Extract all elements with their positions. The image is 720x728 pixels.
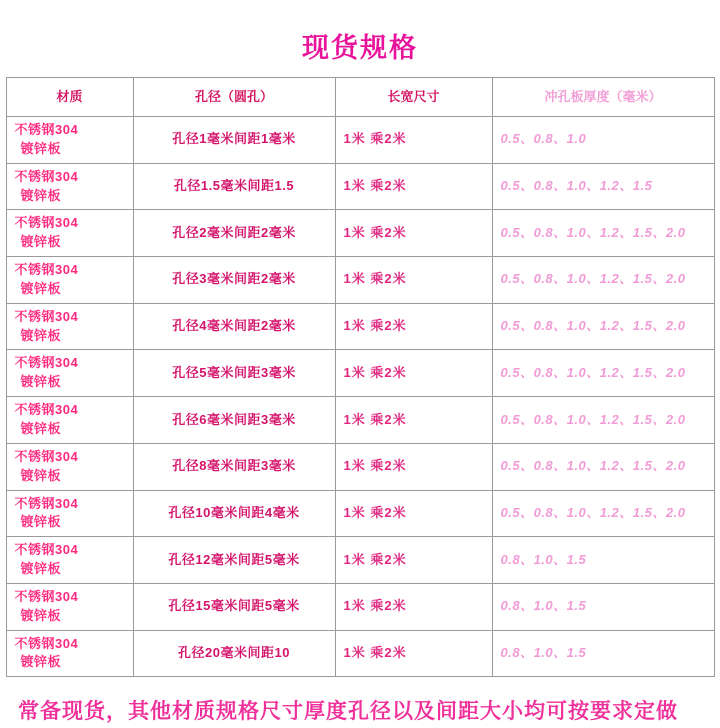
cell-sheet-size: 1米 乘2米 [335,583,492,630]
material-line-1: 不锈钢304 [14,355,79,371]
cell-sheet-size: 1米 乘2米 [335,397,492,444]
cell-thickness: 0.5、0.8、1.0、1.2、1.5、2.0 [492,397,714,444]
cell-thickness: 0.8、1.0、1.5 [492,583,714,630]
table-body [6,117,714,677]
table-row [6,117,714,164]
column-header-sheet-size: 长宽尺寸 [335,78,492,117]
material-line-2: 镀锌板 [20,234,62,250]
footer-note: 常备现货，其他材质规格尺寸厚度孔径以及间距大小均可按要求定做 [18,699,678,724]
material-line-2: 镀锌板 [20,280,62,296]
material-line-1: 不锈钢304 [14,542,79,558]
material-line-2: 镀锌板 [20,187,62,203]
column-header-hole-diameter: 孔径（圆孔） [133,78,335,117]
table-row [6,443,714,490]
table-row [6,163,714,210]
cell-thickness: 0.5、0.8、1.0、1.2、1.5、2.0 [492,443,714,490]
cell-sheet-size: 1米 乘2米 [335,537,492,584]
cell-thickness: 0.5、0.8、1.0、1.2、1.5、2.0 [492,350,714,397]
material-line-2: 镀锌板 [20,327,62,343]
cell-material [6,397,133,444]
cell-thickness: 0.8、1.0、1.5 [492,537,714,584]
cell-hole-diameter: 孔径2毫米间距2毫米 [133,210,335,257]
cell-material [6,163,133,210]
cell-sheet-size: 1米 乘2米 [335,303,492,350]
table-row [6,210,714,257]
cell-hole-diameter: 孔径10毫米间距4毫米 [133,490,335,537]
material-line-1: 不锈钢304 [14,308,79,324]
cell-sheet-size: 1米 乘2米 [335,350,492,397]
cell-material [6,117,133,164]
table-row [6,303,714,350]
material-line-1: 不锈钢304 [14,262,79,278]
spec-table [6,77,715,677]
table-row [6,397,714,444]
material-line-2: 镀锌板 [20,514,62,530]
cell-thickness: 0.5、0.8、1.0、1.2、1.5、2.0 [492,303,714,350]
material-line-2: 镀锌板 [20,420,62,436]
cell-thickness: 0.8、1.0、1.5 [492,630,714,677]
cell-hole-diameter: 孔径12毫米间距5毫米 [133,537,335,584]
material-line-1: 不锈钢304 [14,215,79,231]
table-row [6,630,714,677]
cell-hole-diameter: 孔径5毫米间距3毫米 [133,350,335,397]
cell-hole-diameter: 孔径15毫米间距5毫米 [133,583,335,630]
cell-thickness: 0.5、0.8、1.0、1.2、1.5、2.0 [492,210,714,257]
cell-material [6,443,133,490]
cell-thickness: 0.5、0.8、1.0、1.2、1.5、2.0 [492,490,714,537]
cell-material [6,257,133,304]
cell-material [6,210,133,257]
column-header-material: 材质 [6,78,133,117]
cell-thickness: 0.5、0.8、1.0 [492,117,714,164]
material-line-2: 镀锌板 [20,607,62,623]
material-line-2: 镀锌板 [20,561,62,577]
cell-sheet-size: 1米 乘2米 [335,257,492,304]
material-line-1: 不锈钢304 [14,402,79,418]
cell-hole-diameter: 孔径1毫米间距1毫米 [133,117,335,164]
material-line-1: 不锈钢304 [14,122,79,137]
page-title: 现货规格 [302,33,418,63]
table-row [6,257,714,304]
cell-hole-diameter: 孔径20毫米间距10 [133,630,335,677]
material-line-2: 镀锌板 [20,654,62,670]
material-line-1: 不锈钢304 [14,168,79,184]
column-header-thickness: 冲孔板厚度（毫米） [492,78,714,117]
cell-material [6,583,133,630]
cell-material [6,350,133,397]
material-line-2: 镀锌板 [20,374,62,390]
cell-sheet-size: 1米 乘2米 [335,163,492,210]
table-row [6,490,714,537]
cell-hole-diameter: 孔径4毫米间距2毫米 [133,303,335,350]
cell-thickness: 0.5、0.8、1.0、1.2、1.5、2.0 [492,257,714,304]
cell-hole-diameter: 孔径1.5毫米间距1.5 [133,163,335,210]
cell-thickness: 0.5、0.8、1.0、1.2、1.5 [492,163,714,210]
cell-sheet-size: 1米 乘2米 [335,443,492,490]
cell-hole-diameter: 孔径3毫米间距2毫米 [133,257,335,304]
cell-hole-diameter: 孔径8毫米间距3毫米 [133,443,335,490]
cell-material [6,537,133,584]
cell-material [6,303,133,350]
table-row [6,583,714,630]
material-line-1: 不锈钢304 [14,448,79,464]
cell-material [6,490,133,537]
cell-sheet-size: 1米 乘2米 [335,117,492,164]
cell-material [6,630,133,677]
cell-hole-diameter: 孔径6毫米间距3毫米 [133,397,335,444]
material-line-1: 不锈钢304 [14,588,79,604]
cell-sheet-size: 1米 乘2米 [335,210,492,257]
table-header-row [6,78,714,117]
material-line-1: 不锈钢304 [14,495,79,511]
table-row [6,537,714,584]
cell-sheet-size: 1米 乘2米 [335,490,492,537]
material-line-2: 镀锌板 [20,467,62,483]
material-line-2: 镀锌板 [20,140,62,156]
material-line-1: 不锈钢304 [14,635,79,651]
table-header [6,78,714,117]
table-row [6,350,714,397]
cell-sheet-size: 1米 乘2米 [335,630,492,677]
